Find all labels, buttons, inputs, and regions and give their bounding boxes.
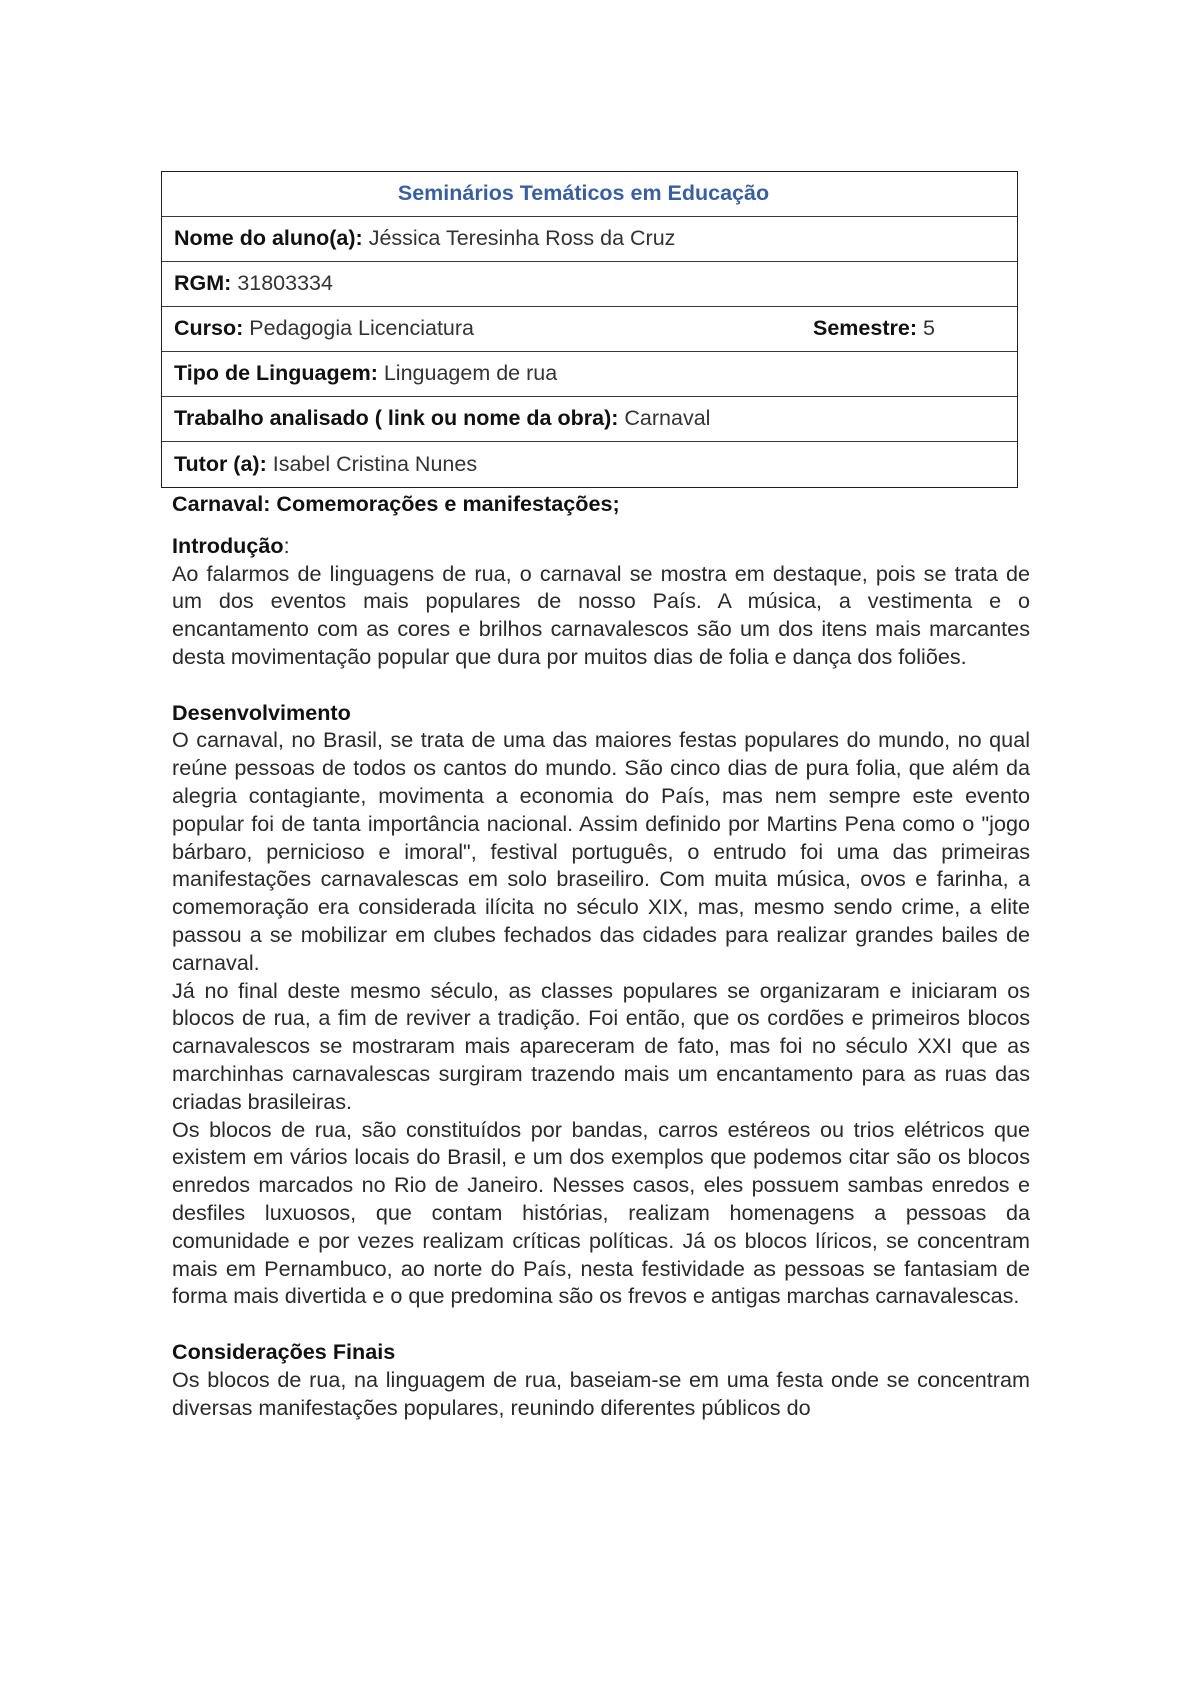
document-body: [172, 490, 1030, 1421]
semester-field: [813, 318, 935, 340]
intro-heading-line: [172, 532, 1030, 560]
document-title: [162, 172, 1017, 217]
final-considerations-paragraph: Os blocos de rua, na linguagem de rua, baseiam-se em uma festa onde se concentram diversas manifestações populares, reunindo diferentes públicos do: [172, 1366, 1030, 1420]
development-paragraph-1: O carnaval, no Brasil, se trata de uma das maiores festas populares do mundo, no qual reúne pessoas de todos os cantos do mundo. São cinco dias de pura folia, que além da alegria contagiante, movimenta a economia do País, mas nem sempre este evento popular foi de tanta importância nacional. Assim definido por Martins Pena como o "jogo bárbaro, pernicioso e imoral", festival português, o entrudo foi uma das primeiras manifestações carnavalescas em solo braseiliro. Com muita música, ovos e farinha, a comemoração era considerada ilícita no século XIX, mas, mesmo sendo crime, a elite passou a se mobilizar em clubes fechados das cidades para realizar grandes bailes de carnaval.: [172, 727, 1030, 975]
student-name-row: [162, 217, 1017, 262]
rgm-label: RGM:: [174, 271, 232, 296]
analyzed-work-label: Trabalho analisado ( link ou nome da obra):: [174, 406, 619, 431]
tutor-value: Isabel Cristina Nunes: [272, 451, 478, 476]
development-paragraph-3: Os blocos de rua, são constituídos por bandas, carros estéreos ou trios elétricos que existem em vários locais do Brasil, e um dos exemplos que podemos citar são os blocos enredos marcados no Rio de Janeiro. Nesses casos, eles possuem sambas enredos e desfiles luxuosos, que contam histórias, realizam homenagens a pessoas da comunidade e por vezes realizam críticas políticas. Já os blocos líricos, se concentram mais em Pernambuco, ao norte do País, nesta festividade as pessoas se fantasiam de forma mais divertida e o que predomina são os frevos e antigas marchas carnavalescas.: [172, 1116, 1030, 1309]
development-heading: Desenvolvimento: [172, 699, 351, 725]
language-type-label: Tipo de Linguagem:: [174, 361, 378, 386]
analyzed-work-value: Carnaval: [624, 406, 711, 431]
tutor-label: Tutor (a):: [174, 451, 267, 476]
rgm-value: 31803334: [237, 271, 333, 296]
header-table: [161, 171, 1018, 488]
development-paragraph-2: Já no final deste mesmo século, as classes populares se organizaram e iniciaram os blocos de rua, a fim de reviver a tradição. Foi então, que os cordões e primeiros blocos carnavalescos se mostraram mais apareceram de fato, mas foi no século XXI que as marchinhas carnavalescas surgiram trazendo mais um encantamento para as ruas das criadas brasileiras.: [172, 977, 1030, 1114]
student-name-label: Nome do aluno(a):: [174, 226, 363, 251]
language-type-row: [162, 352, 1017, 397]
course-value: Pedagogia Licenciatura: [249, 316, 474, 341]
rgm-row: [162, 262, 1017, 307]
intro-paragraph: Ao falarmos de linguagens de rua, o carnaval se mostra em destaque, pois se trata de um dos eventos mais populares de nosso País. A música, a vestimenta e o encantamento com as cores e brilhos carnavalescos são um dos itens mais marcantes desta movimentação popular que dura por muitos dias de folia e dança dos foliões.: [172, 560, 1030, 669]
title-text: Seminários Temáticos em Educação: [397, 181, 770, 206]
student-name-value: Jéssica Teresinha Ross da Cruz: [368, 226, 676, 251]
semester-value: 5: [922, 316, 935, 341]
semester-label: Semestre:: [813, 316, 917, 341]
intro-colon: :: [283, 532, 290, 558]
final-considerations-heading: Considerações Finais: [172, 1338, 396, 1364]
course-label: Curso:: [174, 316, 244, 341]
tutor-row: [162, 442, 1017, 487]
topic-heading: Carnaval: Comemorações e manifestações;: [172, 491, 620, 516]
course-row: [162, 307, 1017, 352]
language-type-value: Linguagem de rua: [383, 361, 558, 386]
analyzed-work-row: [162, 397, 1017, 442]
intro-heading: Introdução: [172, 532, 284, 558]
